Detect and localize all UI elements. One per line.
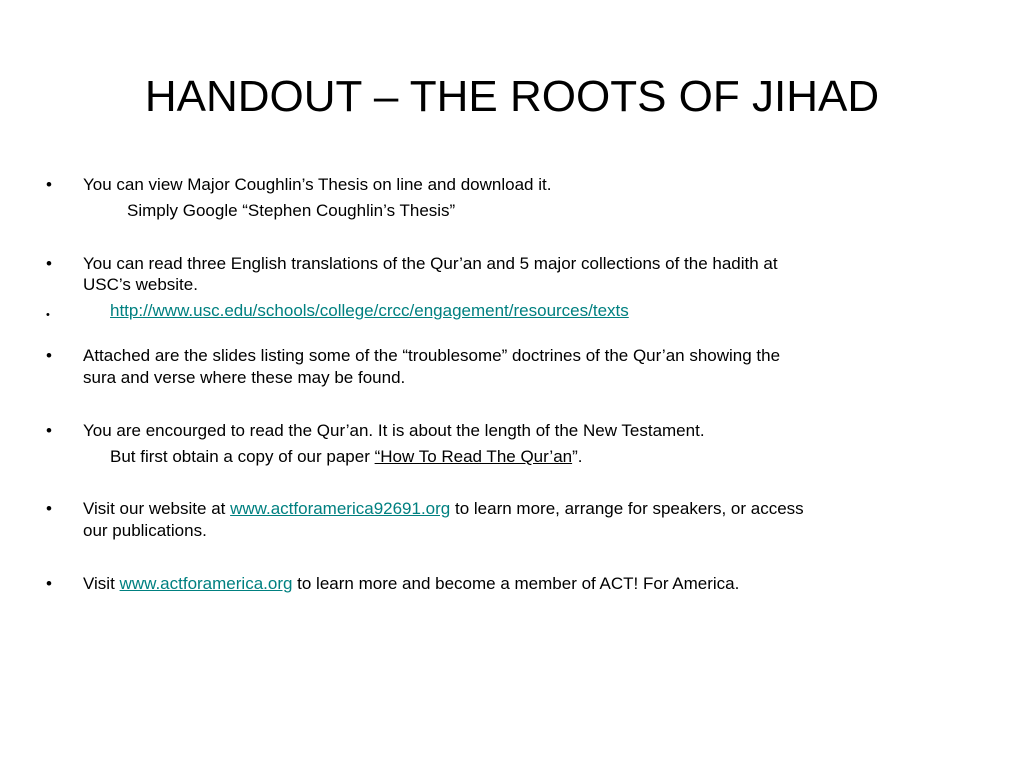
bullet-translations-line1: You can read three English translations of the Qur’an and 5 major collections of the hadith at — [83, 254, 778, 273]
bullet-website-line1 — [83, 498, 804, 520]
paper-suffix: ”. — [572, 447, 583, 466]
bullet-marker: • — [46, 175, 52, 194]
bullet-read-quran-text: You are encourged to read the Qur’an. It is about the length of the New Testament. — [83, 421, 705, 440]
actforamerica-link[interactable]: www.actforamerica.org — [119, 574, 293, 593]
bullet-slides-line1: Attached are the slides listing some of the “troublesome” doctrines of the Qur’an showing the — [83, 346, 781, 365]
usc-texts-link[interactable]: http://www.usc.edu/schools/college/crcc/engagement/resources/texts — [110, 301, 629, 320]
bullet-marker: • — [46, 254, 52, 273]
slide-title: HANDOUT – THE ROOTS OF JIHAD — [144, 72, 880, 121]
bullet-read-quran-subtext — [110, 446, 583, 468]
bullet-thesis-text: You can view Major Coughlin’s Thesis on line and download it. — [83, 175, 552, 194]
paper-prefix: But first obtain a copy of our paper — [110, 447, 375, 466]
website-suffix: to learn more, arrange for speakers, or access — [450, 499, 804, 518]
bullet-website-line2: our publications. — [83, 521, 207, 540]
website-prefix: Visit our website at — [83, 499, 231, 518]
bullet-marker-small: • — [46, 309, 50, 321]
paper-title-link[interactable]: “How To Read The Qur’an — [374, 447, 573, 466]
bullet-translations-line2: USC’s website. — [83, 275, 198, 294]
bullet-marker: • — [46, 499, 52, 518]
bullet-marker: • — [46, 421, 52, 440]
act92691-link[interactable]: www.actforamerica92691.org — [230, 499, 451, 518]
bullet-marker: • — [46, 346, 52, 365]
member-prefix: Visit — [83, 574, 120, 593]
bullet-member-text — [83, 573, 739, 595]
bullet-thesis-subtext: Simply Google “Stephen Coughlin’s Thesis” — [127, 201, 456, 220]
bullet-slides-line2: sura and verse where these may be found. — [83, 368, 406, 387]
member-suffix: to learn more and become a member of ACT! For America. — [292, 574, 740, 593]
bullet-marker: • — [46, 574, 52, 593]
